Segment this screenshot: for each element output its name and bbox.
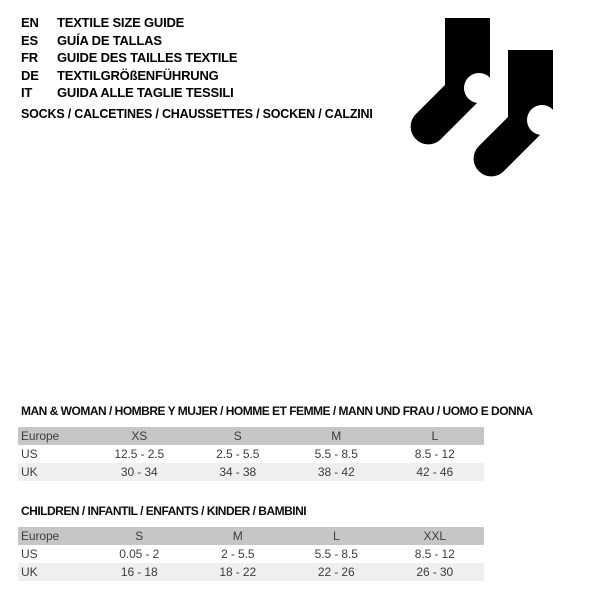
size-table-adults bbox=[18, 404, 533, 481]
sock-heel-circle bbox=[464, 73, 494, 103]
size-value: 18 - 22 bbox=[219, 565, 257, 579]
table-row-us bbox=[18, 545, 484, 563]
column-header-region: Europe bbox=[21, 529, 60, 543]
column-header-size: M bbox=[331, 429, 342, 443]
language-code: FR bbox=[21, 50, 38, 66]
size-value: 2 - 5.5 bbox=[221, 547, 255, 561]
language-code: ES bbox=[21, 32, 38, 48]
language-label: GUÍA DE TALLAS bbox=[57, 32, 162, 48]
size-value: 42 - 46 bbox=[416, 465, 454, 479]
size-value: 22 - 26 bbox=[317, 565, 355, 579]
size-value: 2.5 - 5.5 bbox=[216, 447, 260, 461]
column-header-size: XXL bbox=[423, 529, 446, 543]
language-row-it bbox=[21, 84, 237, 102]
column-header-size: XS bbox=[131, 429, 148, 443]
column-header-size: L bbox=[332, 529, 340, 543]
language-label: GUIDE DES TAILLES TEXTILE bbox=[57, 50, 238, 66]
language-label: GUIDA ALLE TAGLIE TESSILI bbox=[57, 85, 234, 101]
size-value: 5.5 - 8.5 bbox=[314, 547, 358, 561]
table-row-uk bbox=[18, 563, 484, 581]
language-row-es bbox=[21, 32, 237, 50]
language-code: IT bbox=[21, 85, 33, 101]
language-row-fr bbox=[21, 49, 237, 67]
size-value: 16 - 18 bbox=[120, 565, 158, 579]
column-header-size: S bbox=[135, 529, 144, 543]
language-row-de bbox=[21, 67, 237, 85]
table-grid-adults bbox=[18, 427, 484, 481]
size-value: 5.5 - 8.5 bbox=[314, 447, 358, 461]
language-label: TEXTILGRÖßENFÜHRUNG bbox=[57, 67, 219, 83]
table-title-children: CHILDREN / INFANTIL / ENFANTS / KINDER / BAMBINI bbox=[21, 504, 307, 518]
language-label: TEXTILE SIZE GUIDE bbox=[57, 15, 185, 31]
language-row-en bbox=[21, 14, 237, 32]
size-value: 8.5 - 12 bbox=[414, 547, 455, 561]
row-label: US bbox=[21, 447, 38, 461]
size-value: 38 - 42 bbox=[317, 465, 355, 479]
column-header-size: S bbox=[233, 429, 242, 443]
column-header-region: Europe bbox=[21, 429, 60, 443]
size-table-children bbox=[18, 504, 484, 581]
row-label: UK bbox=[21, 565, 38, 579]
size-value: 0.05 - 2 bbox=[119, 547, 160, 561]
size-value: 12.5 - 2.5 bbox=[114, 447, 165, 461]
table-header-row bbox=[18, 427, 484, 445]
table-grid-children bbox=[18, 527, 484, 581]
language-code: DE bbox=[21, 67, 39, 83]
language-list bbox=[21, 14, 237, 102]
row-label: UK bbox=[21, 465, 38, 479]
size-value: 8.5 - 12 bbox=[414, 447, 455, 461]
column-header-size: L bbox=[431, 429, 439, 443]
column-header-size: M bbox=[232, 529, 243, 543]
size-value: 30 - 34 bbox=[120, 465, 158, 479]
size-value: 26 - 30 bbox=[416, 565, 454, 579]
row-label: US bbox=[21, 547, 38, 561]
size-value: 34 - 38 bbox=[219, 465, 257, 479]
language-code: EN bbox=[21, 15, 39, 31]
category-title: SOCKS / CALCETINES / CHAUSSETTES / SOCKEN / CALZINI bbox=[21, 107, 373, 121]
sock-heel-circle bbox=[527, 105, 557, 135]
table-header-row bbox=[18, 527, 484, 545]
table-title-adults: MAN & WOMAN / HOMBRE Y MUJER / HOMME ET FEMME / MANN UND FRAU / UOMO E DONNA bbox=[21, 404, 533, 418]
socks-icon bbox=[400, 12, 570, 190]
table-row-us bbox=[18, 445, 484, 463]
sock-left-icon bbox=[411, 18, 494, 144]
table-row-uk bbox=[18, 463, 484, 481]
